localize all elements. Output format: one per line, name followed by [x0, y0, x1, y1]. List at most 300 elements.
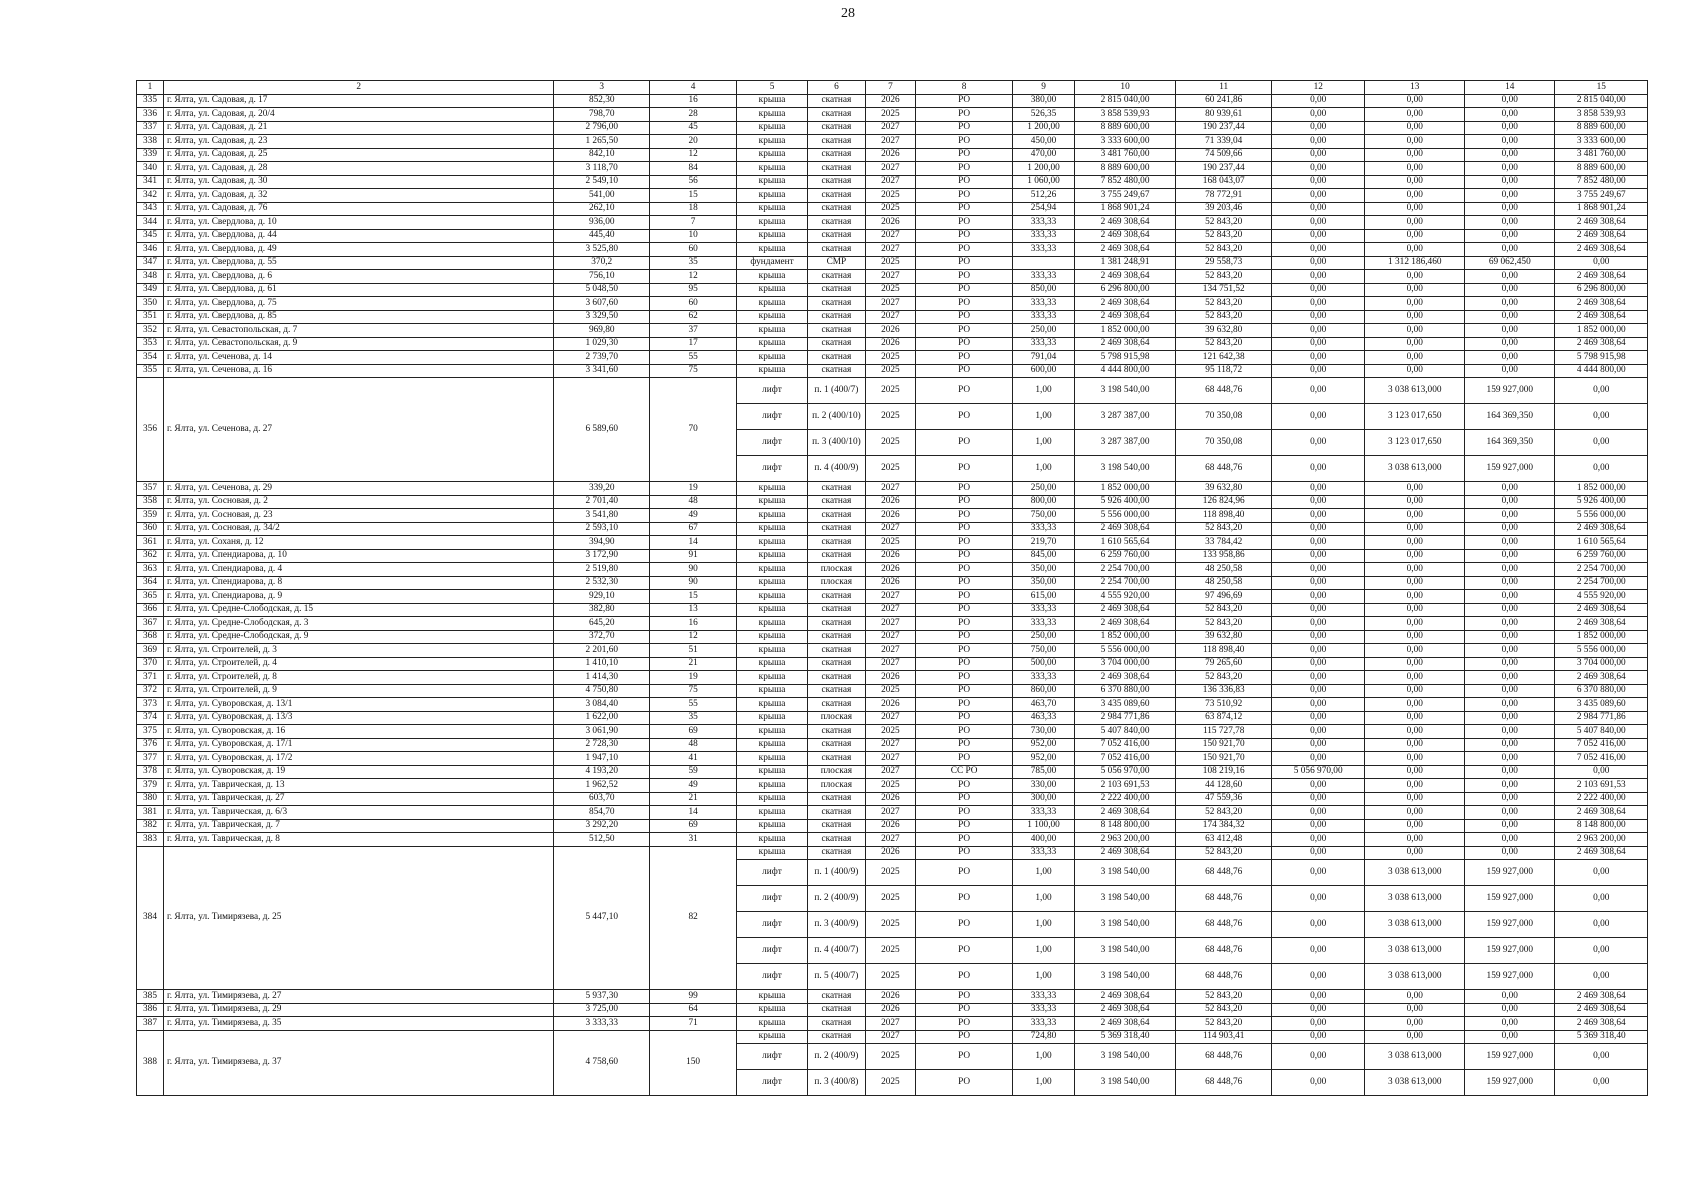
table-cell: 52 843,20 [1176, 671, 1272, 685]
table-cell: 0,00 [1365, 806, 1465, 820]
table-cell: 0,00 [1271, 256, 1364, 270]
table-cell: РО [915, 270, 1013, 284]
table-cell: 2 469 308,64 [1555, 243, 1648, 257]
table-cell: 174 384,32 [1176, 819, 1272, 833]
table-cell: РО [915, 711, 1013, 725]
table-cell: 1 852 000,00 [1074, 630, 1176, 644]
table-cell: 2026 [865, 1003, 915, 1017]
table-cell: скатная [807, 752, 865, 766]
table-cell: 730,00 [1013, 725, 1074, 739]
table-cell: РО [915, 175, 1013, 189]
table-cell: 541,00 [554, 189, 650, 203]
table-cell: 0,00 [1365, 792, 1465, 806]
table-cell: 380 [137, 792, 164, 806]
table-cell: 936,00 [554, 216, 650, 230]
table-cell: 0,00 [1365, 711, 1465, 725]
table-cell: 0,00 [1271, 135, 1364, 149]
table-cell: 3 704 000,00 [1555, 657, 1648, 671]
table-cell: 5 048,50 [554, 283, 650, 297]
table-cell: 0,00 [1271, 603, 1364, 617]
table-cell: 333,33 [1013, 270, 1074, 284]
table-cell: 0,00 [1465, 108, 1555, 122]
table-cell: 60 [650, 243, 737, 257]
table-cell: крыша [737, 364, 808, 378]
table-cell: 6 296 800,00 [1555, 283, 1648, 297]
table-cell: 2027 [865, 270, 915, 284]
table-cell: 2 469 308,64 [1074, 270, 1176, 284]
table-cell: 0,00 [1271, 684, 1364, 698]
table-cell: 0,00 [1271, 283, 1364, 297]
table-cell: РО [915, 108, 1013, 122]
table-cell: крыша [737, 202, 808, 216]
table-cell: 8 148 800,00 [1074, 819, 1176, 833]
table-cell: скатная [807, 603, 865, 617]
table-cell: 1 852 000,00 [1555, 324, 1648, 338]
table-cell: крыша [737, 738, 808, 752]
table-cell: 0,00 [1271, 175, 1364, 189]
table-cell: 353 [137, 337, 164, 351]
table-cell: 0,00 [1271, 886, 1364, 912]
table-cell: 2025 [865, 779, 915, 793]
table-cell: 347 [137, 256, 164, 270]
table-cell: 2025 [865, 456, 915, 482]
table-cell: 0,00 [1465, 270, 1555, 284]
table-cell: лифт [737, 404, 808, 430]
table-cell: 450,00 [1013, 135, 1074, 149]
table-cell: 60 241,86 [1176, 94, 1272, 108]
table-cell: 1,00 [1013, 456, 1074, 482]
table-row [137, 482, 1648, 496]
table-cell: 3 292,20 [554, 819, 650, 833]
table-cell: 0,00 [1271, 404, 1364, 430]
table-cell: 52 843,20 [1176, 297, 1272, 311]
table-cell: 470,00 [1013, 148, 1074, 162]
table-cell: 2 254 700,00 [1074, 563, 1176, 577]
table-cell: 1 852 000,00 [1555, 630, 1648, 644]
table-cell: крыша [737, 1017, 808, 1031]
table-cell: 0,00 [1365, 364, 1465, 378]
table-cell: 0,00 [1365, 765, 1465, 779]
table-cell: 800,00 [1013, 495, 1074, 509]
table-cell: 1 962,52 [554, 779, 650, 793]
table-cell: 97 496,69 [1176, 590, 1272, 604]
table-cell: 48 [650, 495, 737, 509]
table-cell: 333,33 [1013, 243, 1074, 257]
table-cell: 3 858 539,93 [1074, 108, 1176, 122]
table-cell: 39 203,46 [1176, 202, 1272, 216]
table-cell: 0,00 [1465, 617, 1555, 631]
table-cell: 0,00 [1271, 495, 1364, 509]
table-cell: 2 254 700,00 [1555, 563, 1648, 577]
table-cell: 3 198 540,00 [1074, 860, 1176, 886]
table-cell: 6 589,60 [554, 378, 650, 482]
table-cell: 929,10 [554, 590, 650, 604]
table-cell: 62 [650, 310, 737, 324]
table-cell: 2 519,80 [554, 563, 650, 577]
table-cell: 1 414,30 [554, 671, 650, 685]
table-cell: 3 481 760,00 [1555, 148, 1648, 162]
table-cell: 2027 [865, 833, 915, 847]
table-cell: 0,00 [1271, 94, 1364, 108]
table-cell: 47 559,36 [1176, 792, 1272, 806]
table-cell: 2 469 308,64 [1555, 216, 1648, 230]
table-cell: 121 642,38 [1176, 351, 1272, 365]
table-row [137, 270, 1648, 284]
table-cell: 69 062,450 [1465, 256, 1555, 270]
table-cell: 7 852 480,00 [1074, 175, 1176, 189]
table-cell: РО [915, 549, 1013, 563]
table-cell: 0,00 [1465, 846, 1555, 860]
table-cell: 374 [137, 711, 164, 725]
table-cell: 0,00 [1365, 752, 1465, 766]
table-cell: 0,00 [1365, 162, 1465, 176]
table-cell: 2026 [865, 563, 915, 577]
table-cell: 12 [1271, 81, 1364, 95]
table-cell: скатная [807, 509, 865, 523]
table-cell: 134 751,52 [1176, 283, 1272, 297]
table-cell: 0,00 [1271, 148, 1364, 162]
table-cell: 14 [650, 536, 737, 550]
table-cell: п. 3 (400/10) [807, 430, 865, 456]
table-cell: 2 963 200,00 [1074, 833, 1176, 847]
table-cell: крыша [737, 536, 808, 550]
table-cell: 349 [137, 283, 164, 297]
table-cell: 3 198 540,00 [1074, 378, 1176, 404]
table-cell: 0,00 [1555, 938, 1648, 964]
table-cell: 3 341,60 [554, 364, 650, 378]
table-cell: скатная [807, 833, 865, 847]
table-cell: скатная [807, 549, 865, 563]
table-cell: 0,00 [1465, 283, 1555, 297]
table-cell: 7 052 416,00 [1555, 738, 1648, 752]
table-cell: 159 927,000 [1465, 456, 1555, 482]
table-cell: 168 043,07 [1176, 175, 1272, 189]
table-cell: 5 369 318,40 [1555, 1030, 1648, 1044]
table-cell: 0,00 [1365, 189, 1465, 203]
table-cell: плоская [807, 563, 865, 577]
table-cell: 2 469 308,64 [1555, 337, 1648, 351]
table-cell: 0,00 [1271, 1070, 1364, 1096]
table-cell: 645,20 [554, 617, 650, 631]
table-cell: 15 [650, 590, 737, 604]
table-cell: 2 469 308,64 [1074, 522, 1176, 536]
table-cell: 75 [650, 364, 737, 378]
table-cell: 1 410,10 [554, 657, 650, 671]
table-cell: 526,35 [1013, 108, 1074, 122]
table-cell: плоская [807, 765, 865, 779]
table-cell: 1 265,50 [554, 135, 650, 149]
table-cell: 0,00 [1271, 549, 1364, 563]
table-cell: РО [915, 819, 1013, 833]
table-cell: РО [915, 792, 1013, 806]
table-cell: 0,00 [1365, 563, 1465, 577]
table-cell: 358 [137, 495, 164, 509]
table-row [137, 216, 1648, 230]
table-cell [1013, 256, 1074, 270]
table-body [137, 81, 1648, 1096]
table-cell: крыша [737, 990, 808, 1004]
table-cell: 12 [650, 148, 737, 162]
table-cell: 0,00 [1271, 430, 1364, 456]
table-cell: 16 [650, 94, 737, 108]
table-cell: 0,00 [1365, 846, 1465, 860]
table-cell: 0,00 [1465, 495, 1555, 509]
table-cell: 365 [137, 590, 164, 604]
table-cell: плоская [807, 576, 865, 590]
table-cell: г. Ялта, ул. Свердлова, д. 75 [164, 297, 554, 311]
table-cell: 71 339,04 [1176, 135, 1272, 149]
table-cell: 445,40 [554, 229, 650, 243]
table-cell: 0,00 [1465, 1017, 1555, 1031]
table-cell: г. Ялта, ул. Тимирязева, д. 25 [164, 846, 554, 990]
table-cell: 1 852 000,00 [1555, 482, 1648, 496]
table-cell: крыша [737, 175, 808, 189]
table-cell: скатная [807, 1003, 865, 1017]
table-cell: 0,00 [1465, 990, 1555, 1004]
table-cell: 2 593,10 [554, 522, 650, 536]
table-cell: 0,00 [1465, 351, 1555, 365]
table-cell: 3 123 017,650 [1365, 404, 1465, 430]
table-cell: 2026 [865, 671, 915, 685]
table-cell: 0,00 [1271, 243, 1364, 257]
table-cell: 1 381 248,91 [1074, 256, 1176, 270]
table-cell: 3 038 613,000 [1365, 912, 1465, 938]
table-cell: 0,00 [1365, 94, 1465, 108]
table-cell: 2 469 308,64 [1555, 1003, 1648, 1017]
table-cell: 49 [650, 779, 737, 793]
table-cell: 0,00 [1271, 590, 1364, 604]
table-cell: 2026 [865, 216, 915, 230]
table-cell: 5 556 000,00 [1555, 509, 1648, 523]
table-cell: 118 898,40 [1176, 509, 1272, 523]
table-cell: 0,00 [1465, 324, 1555, 338]
table-cell: 0,00 [1555, 1070, 1648, 1096]
table-cell: 0,00 [1465, 94, 1555, 108]
table-cell: скатная [807, 135, 865, 149]
table-cell: 4 750,80 [554, 684, 650, 698]
table-cell: 2025 [865, 1044, 915, 1070]
table-cell: 0,00 [1271, 297, 1364, 311]
table-cell: 1,00 [1013, 430, 1074, 456]
table-cell: скатная [807, 202, 865, 216]
table-cell: г. Ялта, ул. Садовая, д. 17 [164, 94, 554, 108]
table-cell: скатная [807, 495, 865, 509]
table-cell: 12 [650, 270, 737, 284]
table-cell: 68 448,76 [1176, 938, 1272, 964]
table-cell: РО [915, 324, 1013, 338]
table-cell: 3 118,70 [554, 162, 650, 176]
table-cell: 4 444 800,00 [1555, 364, 1648, 378]
table-row [137, 752, 1648, 766]
table-cell: 0,00 [1365, 310, 1465, 324]
table-row [137, 725, 1648, 739]
table-cell: 68 448,76 [1176, 456, 1272, 482]
table-row [137, 630, 1648, 644]
table-cell: скатная [807, 283, 865, 297]
table-cell: 21 [650, 657, 737, 671]
table-cell: крыша [737, 337, 808, 351]
table-cell: 0,00 [1365, 337, 1465, 351]
table-cell: 3 755 249,67 [1555, 189, 1648, 203]
table-cell: РО [915, 590, 1013, 604]
table-cell: 2 469 308,64 [1555, 229, 1648, 243]
table-cell: 10 [1074, 81, 1176, 95]
table-cell: скатная [807, 725, 865, 739]
table-cell: скатная [807, 738, 865, 752]
table-cell: 860,00 [1013, 684, 1074, 698]
table-cell: 345 [137, 229, 164, 243]
table-cell: 68 448,76 [1176, 1070, 1272, 1096]
table-cell: 0,00 [1365, 351, 1465, 365]
table-cell: 0,00 [1465, 563, 1555, 577]
table-cell: 0,00 [1365, 833, 1465, 847]
table-cell: РО [915, 202, 1013, 216]
table-cell: 3 061,90 [554, 725, 650, 739]
table-cell: 335 [137, 94, 164, 108]
table-cell: РО [915, 698, 1013, 712]
table-cell: 2025 [865, 256, 915, 270]
table-cell: п. 4 (400/9) [807, 456, 865, 482]
table-cell: РО [915, 378, 1013, 404]
table-cell: крыша [737, 833, 808, 847]
table-cell: 350,00 [1013, 576, 1074, 590]
table-cell: 52 843,20 [1176, 243, 1272, 257]
table-row [137, 522, 1648, 536]
table-cell: 2 815 040,00 [1555, 94, 1648, 108]
table-cell: 2 201,60 [554, 644, 650, 658]
table-cell: 0,00 [1365, 324, 1465, 338]
table-cell: 382,80 [554, 603, 650, 617]
table-cell: 6 [807, 81, 865, 95]
table-cell: 3 [554, 81, 650, 95]
table-cell: 3 123 017,650 [1365, 430, 1465, 456]
table-cell: 0,00 [1555, 1044, 1648, 1070]
table-cell: 369 [137, 644, 164, 658]
table-cell: скатная [807, 189, 865, 203]
table-row [137, 229, 1648, 243]
table-cell: 0,00 [1555, 912, 1648, 938]
table-cell: 3 038 613,000 [1365, 860, 1465, 886]
table-cell: скатная [807, 536, 865, 550]
table-cell: 67 [650, 522, 737, 536]
table-row [137, 563, 1648, 577]
table-cell: 51 [650, 644, 737, 658]
table-cell: 333,33 [1013, 1017, 1074, 1031]
table-cell: 1 610 565,64 [1555, 536, 1648, 550]
table-cell: 333,33 [1013, 229, 1074, 243]
table-cell: скатная [807, 310, 865, 324]
table-cell: 68 448,76 [1176, 964, 1272, 990]
table-cell: 8 889 600,00 [1555, 162, 1648, 176]
table-cell: 0,00 [1365, 229, 1465, 243]
table-cell: г. Ялта, ул. Суворовская, д. 17/1 [164, 738, 554, 752]
table-cell: 0,00 [1365, 779, 1465, 793]
table-cell: 3 481 760,00 [1074, 148, 1176, 162]
table-cell: 333,33 [1013, 216, 1074, 230]
table-cell: 2 222 400,00 [1074, 792, 1176, 806]
table-cell: 6 370 880,00 [1074, 684, 1176, 698]
table-cell: крыша [737, 189, 808, 203]
table-cell: 1,00 [1013, 964, 1074, 990]
table-row [137, 1017, 1648, 1031]
table-cell: 3 198 540,00 [1074, 938, 1176, 964]
table-cell: 0,00 [1271, 189, 1364, 203]
table-cell: 17 [650, 337, 737, 351]
table-cell: крыша [737, 819, 808, 833]
table-cell: 3 525,80 [554, 243, 650, 257]
table-cell: 3 607,60 [554, 297, 650, 311]
table-cell: 8 889 600,00 [1555, 121, 1648, 135]
table-cell: скатная [807, 990, 865, 1004]
table-cell: г. Ялта, ул. Садовая, д. 21 [164, 121, 554, 135]
table-cell: крыша [737, 779, 808, 793]
table-cell: 0,00 [1271, 1017, 1364, 1031]
table-cell: 367 [137, 617, 164, 631]
table-cell: 1 200,00 [1013, 162, 1074, 176]
table-cell: РО [915, 536, 1013, 550]
table-cell: 0,00 [1271, 522, 1364, 536]
table-cell: 0,00 [1365, 644, 1465, 658]
table-cell: 2 701,40 [554, 495, 650, 509]
table-cell: 600,00 [1013, 364, 1074, 378]
table-cell: лифт [737, 1044, 808, 1070]
table-cell: 2 963 200,00 [1555, 833, 1648, 847]
table-cell: 3 329,50 [554, 310, 650, 324]
table-cell: лифт [737, 430, 808, 456]
table-cell: 0,00 [1465, 148, 1555, 162]
table-cell: 7 052 416,00 [1074, 752, 1176, 766]
capital-repair-table [136, 80, 1648, 1096]
table-cell: 371 [137, 671, 164, 685]
table-row [137, 243, 1648, 257]
table-cell: РО [915, 1030, 1013, 1044]
table-row [137, 846, 1648, 860]
table-cell: РО [915, 509, 1013, 523]
table-cell: г. Ялта, ул. Садовая, д. 76 [164, 202, 554, 216]
table-cell: 0,00 [1365, 509, 1465, 523]
table-cell: 2025 [865, 378, 915, 404]
table-cell: 0,00 [1365, 617, 1465, 631]
table-cell: 0,00 [1365, 108, 1465, 122]
table-cell: 0,00 [1465, 752, 1555, 766]
table-cell: 339 [137, 148, 164, 162]
table-cell: скатная [807, 644, 865, 658]
table-cell: лифт [737, 456, 808, 482]
table-cell: 0,00 [1365, 603, 1465, 617]
table-cell: 2 728,30 [554, 738, 650, 752]
table-cell: 0,00 [1555, 860, 1648, 886]
table-cell: г. Ялта, ул. Таврическая, д. 8 [164, 833, 554, 847]
table-cell: 0,00 [1465, 337, 1555, 351]
table-cell: 2027 [865, 657, 915, 671]
table-cell: 2 984 771,86 [1074, 711, 1176, 725]
table-cell: 39 632,80 [1176, 482, 1272, 496]
table-cell: крыша [737, 806, 808, 820]
table-cell: г. Ялта, ул. Тимирязева, д. 37 [164, 1030, 554, 1096]
table-cell: г. Ялта, ул. Тимирязева, д. 29 [164, 1003, 554, 1017]
table-cell: 7 052 416,00 [1074, 738, 1176, 752]
table-cell: 463,70 [1013, 698, 1074, 712]
table-cell: крыша [737, 765, 808, 779]
table-cell: 78 772,91 [1176, 189, 1272, 203]
table-cell: 21 [650, 792, 737, 806]
table-cell: 0,00 [1365, 495, 1465, 509]
table-cell: 2 254 700,00 [1555, 576, 1648, 590]
table-cell: крыша [737, 792, 808, 806]
table-cell: г. Ялта, ул. Свердлова, д. 44 [164, 229, 554, 243]
table-cell: 1,00 [1013, 404, 1074, 430]
table-cell: скатная [807, 698, 865, 712]
